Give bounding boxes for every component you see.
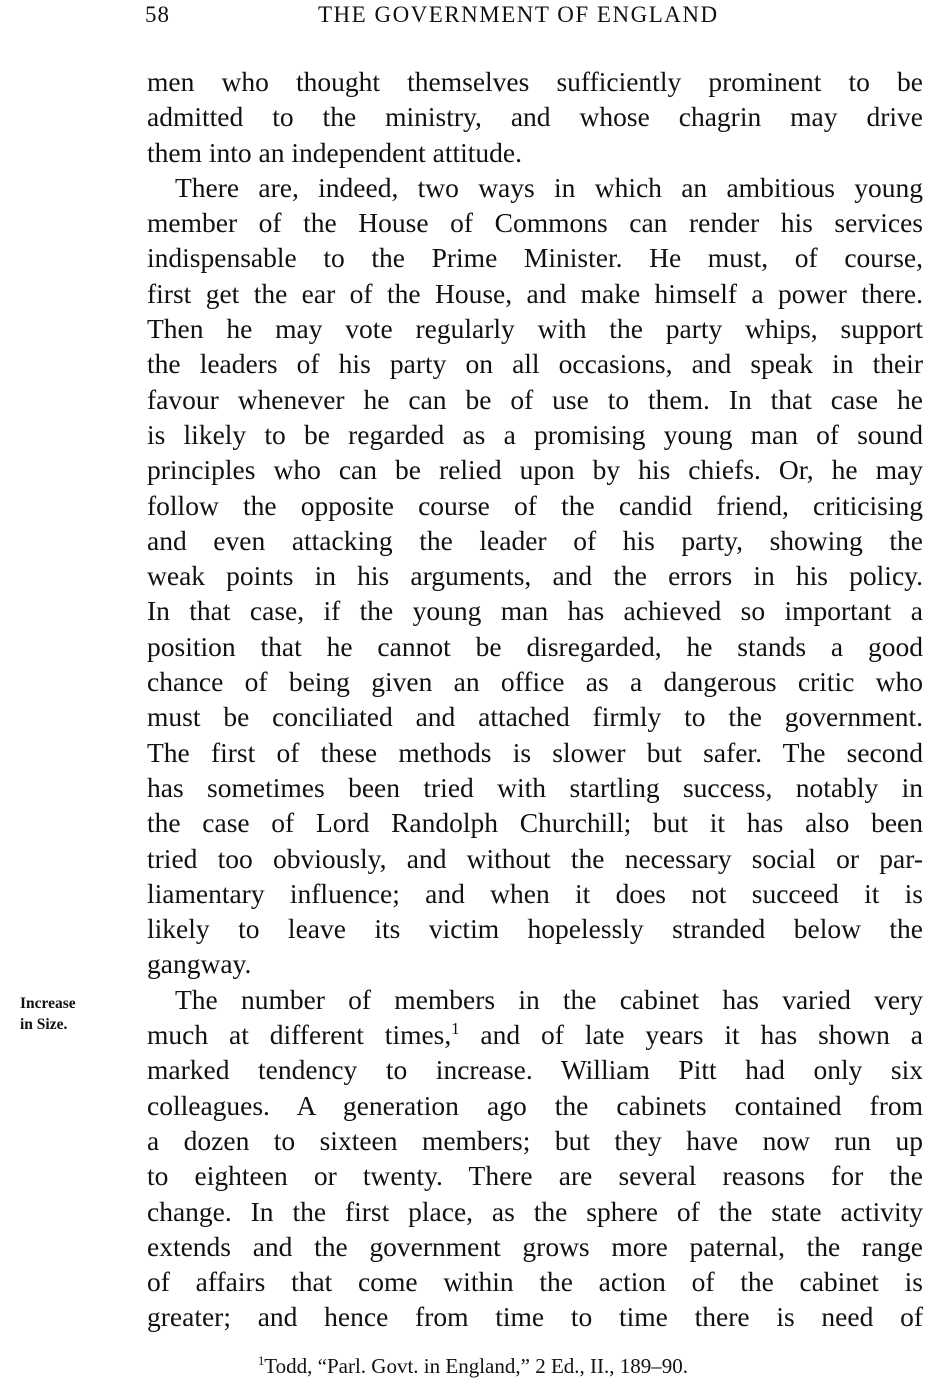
text-line: liamentary influence; and when it does not succeed it is	[147, 877, 923, 909]
text-line: chance of being given an office as a dangerous critic who	[147, 666, 923, 698]
text-line: the leaders of his party on all occasions, and speak in their	[147, 348, 923, 380]
text-line: extends and the government grows more paternal, the range	[147, 1230, 923, 1262]
text-line: Then he may vote regularly with the party whips, support	[147, 313, 923, 345]
footnote-marker: 1	[258, 1354, 265, 1368]
text-line: weak points in his arguments, and the errors in his policy.	[147, 560, 923, 592]
text-line: position that he cannot be disregarded, he stands a good	[147, 630, 923, 662]
text-segment: and of late years it has shown a	[459, 1019, 923, 1051]
text-line: The number of members in the cabinet has varied very	[175, 983, 923, 1015]
text-line: men who thought themselves sufficiently prominent to be	[147, 66, 923, 97]
text-line: The first of these methods is slower but safer. The second	[147, 736, 923, 768]
sidenote-line: Increase	[20, 995, 76, 1012]
text-line: In that case, if the young man has achieved so important a	[147, 595, 923, 627]
text-line: tried too obviously, and without the necessary social or par-	[147, 842, 923, 874]
text-line: greater; and hence from time to time there is need of	[147, 1301, 923, 1333]
text-line: indispensable to the Prime Minister. He must, of course,	[147, 242, 923, 274]
text-line: admitted to the ministry, and whose chagrin may drive	[147, 101, 923, 133]
text-line: must be conciliated and attached firmly to the government.	[147, 701, 923, 733]
running-head	[0, 0, 947, 30]
text-segment: much at different times,	[147, 1019, 452, 1051]
text-line-with-footnote-ref	[147, 1017, 923, 1052]
text-line: is likely to be regarded as a promising young man of sound	[147, 418, 923, 450]
text-line: and even attacking the leader of his party, showing the	[147, 524, 923, 556]
text-line: follow the opposite course of the candid friend, criticising	[147, 489, 923, 521]
text-line: principles who can be relied upon by his chiefs. Or, he may	[147, 454, 923, 486]
footnote-text: Todd, “Parl. Govt. in England,” 2 Ed., II., 189–90.	[264, 1354, 689, 1378]
text-line: them into an independent attitude.	[147, 136, 522, 168]
sidenote-line: in Size.	[20, 1016, 68, 1033]
page-number: 58	[145, 2, 170, 27]
text-line: favour whenever he can be of use to them. In that case he	[147, 383, 923, 415]
text-line: first get the ear of the House, and make himself a power there.	[147, 277, 923, 309]
text-line: change. In the first place, as the sphere of the state activity	[147, 1195, 923, 1227]
text-line: There are, indeed, two ways in which an ambitious young	[175, 171, 923, 203]
running-title: THE GOVERNMENT OF ENGLAND	[318, 2, 719, 27]
text-line: a dozen to sixteen members; but they have now run up	[147, 1124, 923, 1156]
text-line: likely to leave its victim hopelessly stranded below the	[147, 913, 923, 945]
text-line: has sometimes been tried with startling success, notably in	[147, 771, 923, 803]
body-text	[147, 64, 923, 1335]
footnote-reference: 1	[451, 1018, 460, 1038]
text-line: of affairs that come within the action of the cabinet is	[147, 1266, 923, 1298]
margin-sidenote	[20, 993, 76, 1035]
text-line: gangway.	[147, 948, 252, 980]
text-line: member of the House of Commons can render his services	[147, 207, 923, 239]
text-line: the case of Lord Randolph Churchill; but it has also been	[147, 807, 923, 839]
text-line: colleagues. A generation ago the cabinets contained from	[147, 1089, 923, 1121]
footnote	[258, 1353, 688, 1379]
text-line: to eighteen or twenty. There are several reasons for the	[147, 1160, 923, 1192]
text-line: marked tendency to increase. William Pitt had only six	[147, 1054, 923, 1086]
